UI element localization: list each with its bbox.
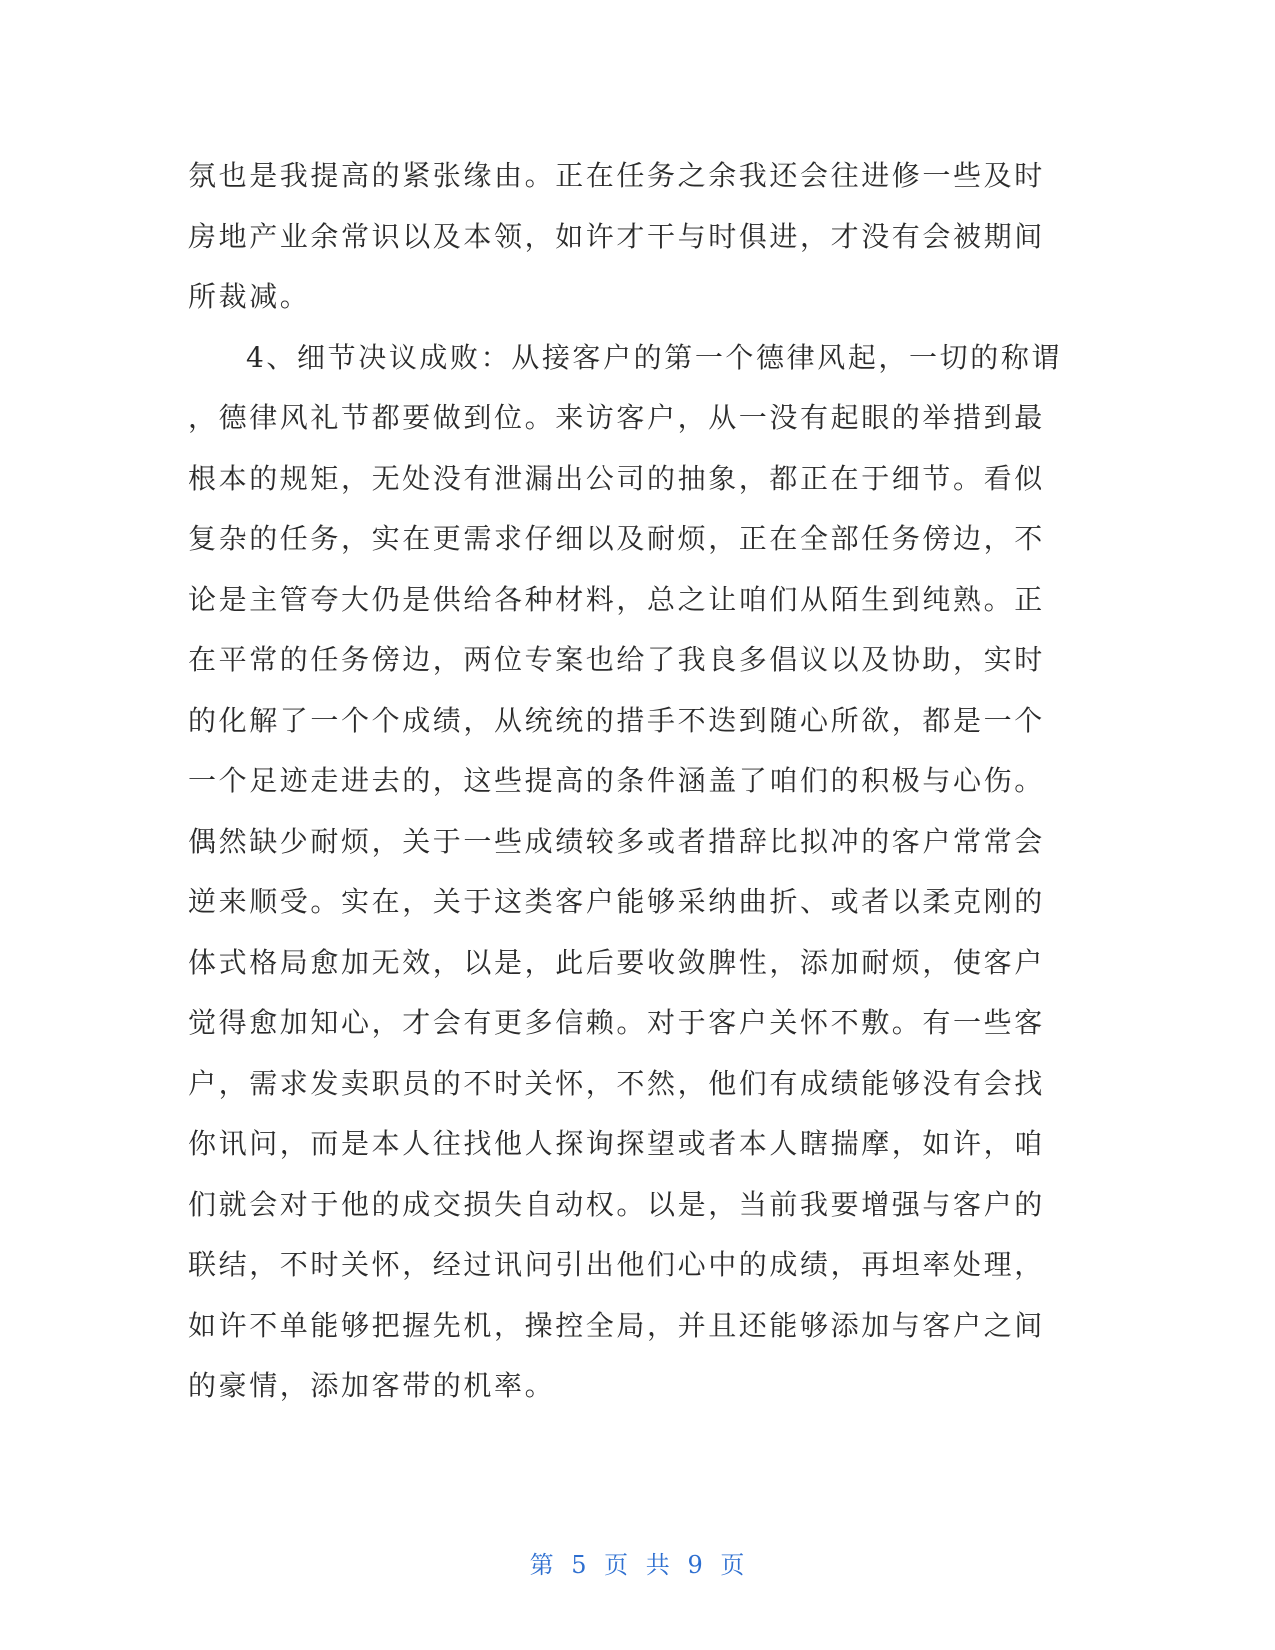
page-number-footer: 第 5 页 共 9 页 [529, 1551, 746, 1579]
text-line: 论是主管夸大仍是供给各种材料，总之让咱们从陌生到纯熟。正 [188, 582, 1045, 616]
text-line: 们就会对于他的成交损失自动权。以是，当前我要增强与客户的 [188, 1187, 1045, 1221]
text-line: 偶然缺少耐烦，关于一些成绩较多或者措辞比拟冲的客户常常会 [188, 824, 1045, 858]
text-line: 氛也是我提高的紧张缘由。正在任务之余我还会往进修一些及时 [188, 159, 1045, 192]
text-line: 逆来顺受。实在，关于这类客户能够采纳曲折、或者以柔克刚的 [188, 885, 1045, 918]
text-line: 所裁减。 [188, 280, 311, 313]
text-line: 体式格局愈加无效，以是，此后要收敛脾性，添加耐烦，使客户 [188, 945, 1045, 979]
text-line: 的化解了一个个成绩，从统统的措手不迭到随心所欲，都是一个 [188, 703, 1045, 737]
text-line: 一个足迹走进去的，这些提高的条件涵盖了咱们的积极与心伤。 [188, 764, 1045, 797]
body-text [188, 146, 1068, 1417]
text-line: 复杂的任务，实在更需求仔细以及耐烦，正在全部任务傍边，不 [188, 522, 1045, 555]
text-line: 如许不单能够把握先机，操控全局，并且还能够添加与客户之间 [188, 1308, 1045, 1342]
text-line: 房地产业余常识以及本领，如许才干与时俱进，才没有会被期间 [188, 219, 1045, 253]
text-line: ，德律风礼节都要做到位。来访客户，从一没有起眼的举措到最 [188, 401, 1045, 434]
text-line: 联结，不时关怀，经过讯问引出他们心中的成绩，再坦率处理， [188, 1248, 1045, 1281]
text-line: 觉得愈加知心，才会有更多信赖。对于客户关怀不敷。有一些客 [188, 1006, 1045, 1039]
text-line: 户，需求发卖职员的不时关怀，不然，他们有成绩能够没有会找 [188, 1066, 1045, 1100]
text-line: 在平常的任务傍边，两位专案也给了我良多倡议以及协助，实时 [188, 643, 1045, 676]
text-line: 你讯问，而是本人往找他人探询探望或者本人瞎揣摩，如许，咱 [188, 1127, 1045, 1160]
text-line: 的豪情，添加客带的机率。 [188, 1369, 556, 1402]
text-line-paragraph-start: 4、细节决议成败：从接客户的第一个德律风起，一切的称谓 [246, 340, 1063, 374]
text-line: 根本的规矩，无处没有泄漏出公司的抽象，都正在于细节。看似 [188, 461, 1045, 495]
